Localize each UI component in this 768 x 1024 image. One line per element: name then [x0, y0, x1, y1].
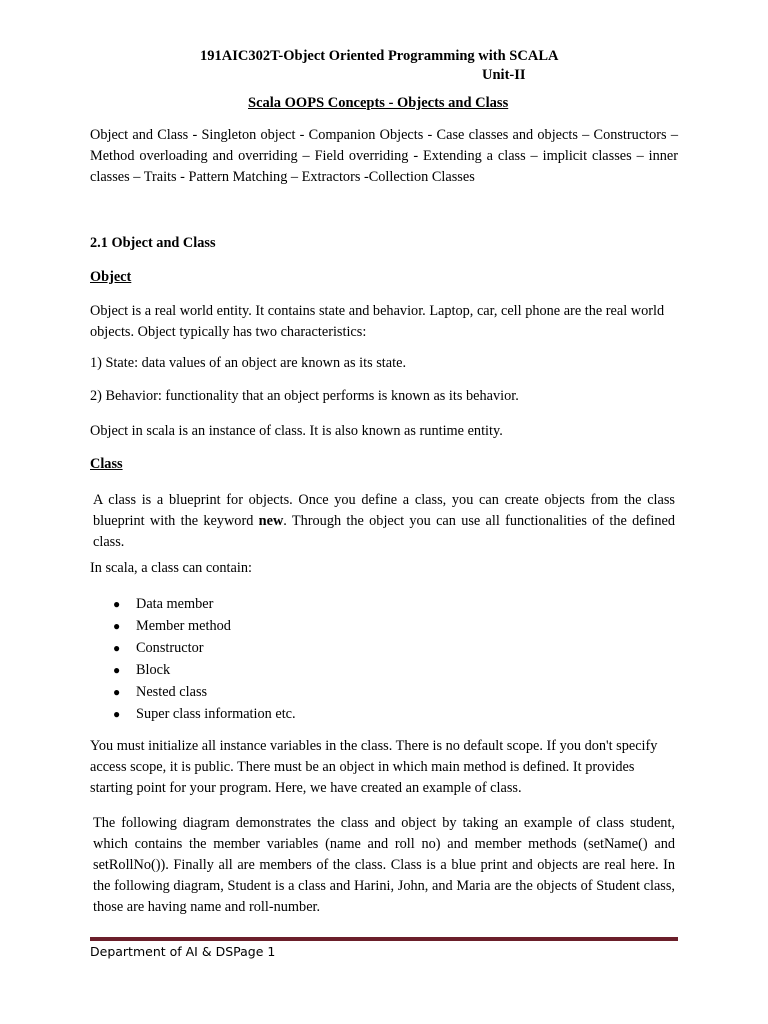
list-item: ● Nested class — [113, 681, 296, 703]
section-title: Scala OOPS Concepts - Objects and Class — [248, 95, 509, 111]
behavior-line: 2) Behavior: functionality that an object performs is known as its behavior. — [90, 388, 519, 404]
bullet-icon: ● — [113, 707, 121, 721]
instance-line: Object in scala is an instance of class. It is also known as runtime entity. — [90, 423, 503, 439]
footer-text: Department of AI & DSPage 1 — [90, 944, 276, 959]
contain-intro: In scala, a class can contain: — [90, 560, 252, 576]
list-item: ● Block — [113, 659, 296, 681]
object-paragraph: Object is a real world entity. It contains state and behavior. Laptop, car, cell phone are the real world objects. Object typically has two characteristics: — [90, 303, 665, 340]
bullet-icon: ● — [113, 663, 121, 677]
bullet-icon: ● — [113, 685, 121, 699]
bullet-icon: ● — [113, 619, 121, 633]
class-contents-list — [113, 593, 296, 725]
unit-label: Unit-II — [482, 67, 526, 83]
class-heading: Class — [90, 456, 123, 472]
list-item: ● Constructor — [113, 637, 296, 659]
list-item: ● Member method — [113, 615, 296, 637]
state-line: 1) State: data values of an object are known as its state. — [90, 355, 407, 371]
class-paragraph — [93, 490, 675, 553]
bullet-icon: ● — [113, 597, 121, 611]
class-paragraph-text-after: . Through the object you can use all functionalities of the defined class. — [93, 513, 675, 550]
list-item: ● Data member — [113, 593, 296, 615]
list-item: ● Super class information etc. — [113, 703, 296, 725]
topics-paragraph: Object and Class - Singleton object - Companion Objects - Case classes and objects – Constructors – Method overloading and overriding – Field overriding - Extending a class – implicit classes – inner classes – Traits - Pattern Matching – Extractors -Collection Classes — [90, 127, 678, 185]
course-title: 191AIC302T-Object Oriented Programming with SCALA — [200, 48, 559, 64]
new-keyword: new — [258, 513, 284, 529]
footer-rule — [90, 937, 678, 941]
heading-2-1: 2.1 Object and Class — [90, 235, 216, 251]
class-paragraph-text-before: A class is a blueprint for objects. Once you define a class, you can create objects from the class blueprint with the keyword — [93, 492, 675, 529]
bullet-icon: ● — [113, 641, 121, 655]
object-heading: Object — [90, 269, 132, 285]
init-paragraph: You must initialize all instance variables in the class. There is no default scope. If you don't specify access scope, it is public. There must be an object in which main method is defined. It provides starting point for your program. Here, we have created an example of class. — [90, 738, 658, 796]
diagram-paragraph: The following diagram demonstrates the class and object by taking an example of class student, which contains the member variables (name and roll no) and member methods (setName() and setRollNo()). Finally all are members of the class. Class is a blue print and objects are real here. In the following diagram, Student is a class and Harini, John, and Maria are the objects of Student class, those are having name and roll-number. — [93, 815, 675, 915]
